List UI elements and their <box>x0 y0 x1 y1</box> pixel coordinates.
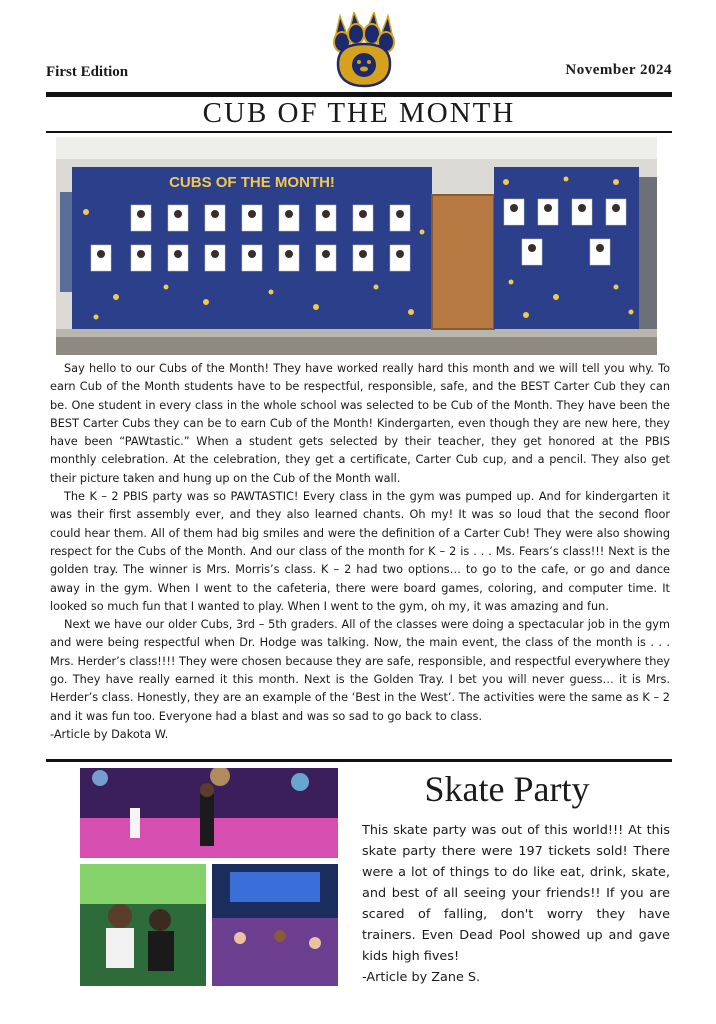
cub-of-the-month-article <box>50 360 670 744</box>
skate-party-byline: -Article by Zane S. <box>362 970 481 985</box>
article-paragraph: The K – 2 PBIS party was so PAWTASTIC! Every class in the gym was pumped up. And for kindergarten it was their first assembly ever, and they also learned chants. Oh my! It was so loud that the second floor could hear them. All of them had big smiles and were the definition of a Carter Cub! They were also showing respect for the Cubs of the Month. And our class of the month for K – 2 is . . . Ms. Fears’s class!!! Next is the golden tray. The winner is Mrs. Morris’s class. K – 2 had two options… to go to the cafe, or go and dance away in the gym. When I went to the cafeteria, there were board games, coloring, and computer time. It looked so much fun that I wanted to play. When I went to the gym, oh my, it was amazing and fun. <box>50 490 670 613</box>
bear-paw-logo-icon <box>330 12 398 88</box>
skate-party-photo-collage <box>80 768 338 986</box>
wall-banner-text: CUBS OF THE MONTH! <box>169 174 335 191</box>
skate-party-paragraph: This skate party was out of this world!!! At this skate party there were 197 tickets sold! There were a lot of things to do like eat, drink, skate, and best of all seeing your friends!! If you are scared of falling, don't worry they have trainers. Even Dead Pool showed up and gave kids high fives! <box>362 823 670 964</box>
article-paragraph: Next we have our older Cubs, 3rd – 5th graders. All of the classes were doing a spectacular job in the gym and were being respectful when Dr. Hodge was talking. Now, the main event, the class of the month is . . . Mrs. Herder’s class!!!! They were chosen because they are safe, responsible, and respectful everywhere they go. They have really earned it this month. Next is the Golden Tray. I bet you will never guess… it is Mrs. Herder’s class. Honestly, they are an example of the ‘Best in the West’. The activities were the same as K – 2 and it was fun too. Everyone had a blast and was so sad to go back to class. <box>50 618 670 723</box>
section-divider <box>46 759 672 762</box>
edition-label: First Edition <box>46 64 129 80</box>
issue-date: November 2024 <box>565 62 672 78</box>
article-paragraph: Say hello to our Cubs of the Month! They have worked really hard this month and we will tell you why. To earn Cub of the Month students have to be respectful, responsible, safe, and the BEST Carter Cub they can be. One student in every class in the whole school was selected to be Cub of the Month. They have been the BEST Carter Cubs they can be to earn Cub of the Month! Kindergarten, even though they are new here, they have been “PAWtastic.” When a student gets selected by their teacher, they get honored at the PBIS monthly celebration. At the celebration, they get a certificate, Carter Cub cup, and a pencil. They also get their picture taken and hung up on the Cub of the Month wall. <box>50 362 670 485</box>
article-byline: -Article by Dakota W. <box>50 727 169 741</box>
cubs-of-the-month-wall-photo <box>56 137 657 355</box>
skate-party-article <box>362 820 670 988</box>
page-title: CUB OF THE MONTH <box>202 97 516 129</box>
skate-party-title: Skate Party <box>424 769 590 809</box>
header-rule-bottom <box>46 131 672 133</box>
